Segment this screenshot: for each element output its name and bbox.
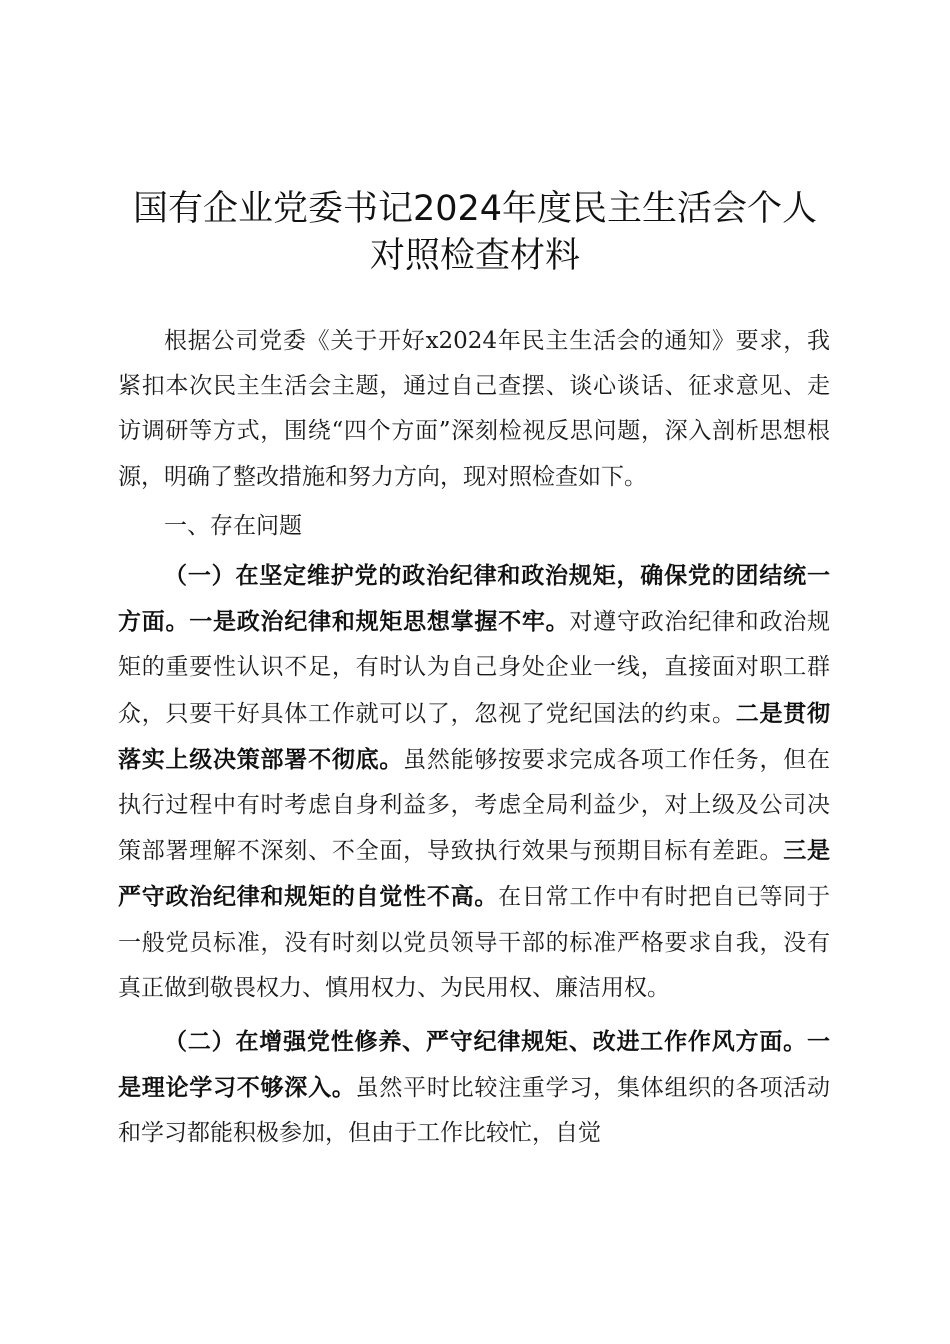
document-title (100, 186, 850, 280)
section-1-point-3-text: 在日常工作中有时把自已等同于一般党员标准，没有时刻以党员领导干部的标准严格要求自我，没有真正做到敬畏权力、慎用权力、为民用权、廉洁用权。 (118, 884, 831, 1001)
section-2-paragraph (118, 1019, 830, 1157)
section-1-point-1-text: 对遵守政治纪律和政治规矩的重要性认识不足，有时认为自己身处企业一线，直接面对职工群众，只要干好具体工作就可以了，忽视了党纪国法的约束。 (118, 609, 831, 727)
section-1-point-1-title: 一是政治纪律和规矩思想掌握不牢。 (189, 608, 570, 636)
section-2-point-1-text: 虽然平时比较注重学习，集体组织的各项活动和学习都能积极参加，但由于工作比较忙，自觉 (118, 1075, 831, 1147)
section-2-heading: （二）在增强党性修养、严守纪律规矩、改进工作作风方面。 (164, 1028, 807, 1056)
section-1-point-2-text: 虽然能够按要求完成各项工作任务，但在执行过程中有时考虑自身利益多，考虑全局利益少，对上级及公司决策部署理解不深刻、不全面，导致执行效果与预期目标有差距。 (118, 746, 831, 865)
section-1-point-3-title: 三是严守政治纪律和规矩的自觉性不高。 (118, 837, 831, 911)
heading-existing-problems: 一、存在问题 (164, 512, 302, 539)
document-body (118, 319, 830, 1157)
title-line-1: 国有企业党委书记2024年度民主生活会个人 (132, 189, 818, 229)
intro-paragraph: 根据公司党委《关于开好x2024年民主生活会的通知》要求，我紧扣本次民主生活会主题，通过自己查摆、谈心谈话、征求意见、走访调研等方式，围绕“四个方面”深刻检视反思问题，深入剖析思想根源，明确了整改措施和努力方向，现对照检查如下。 (118, 328, 830, 490)
section-1-paragraph (118, 553, 830, 1011)
section-1-point-2-title: 二是贯彻落实上级决策部署不彻底。 (118, 699, 831, 773)
section-2-point-1-title: 一是理论学习不够深入。 (118, 1028, 830, 1102)
section-1-heading: （一）在坚定维护党的政治纪律和政治规矩，确保党的团结统一方面。 (118, 562, 830, 636)
title-line-2: 对照检查材料 (369, 236, 580, 276)
